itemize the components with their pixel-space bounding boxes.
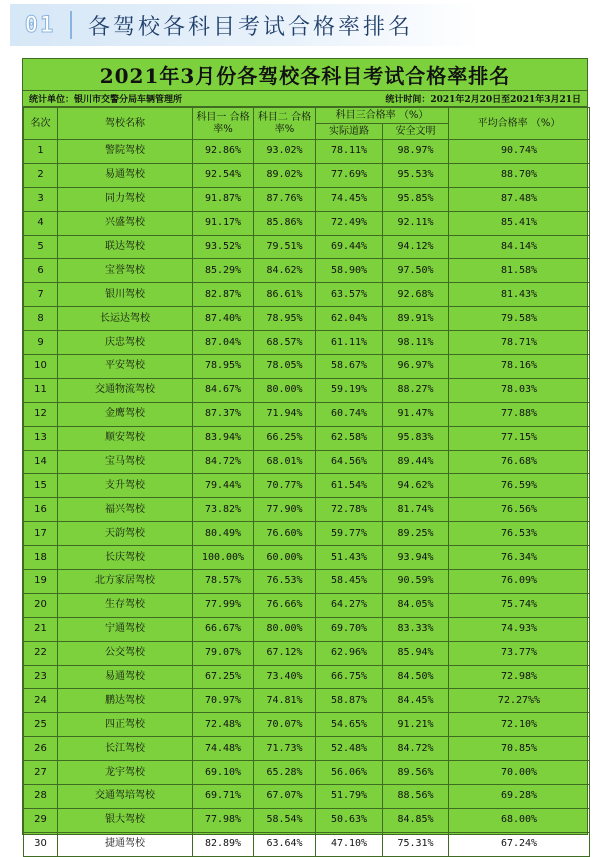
average-rate-cell: 76.56% [449,498,590,522]
average-rate-cell: 72.98% [449,665,590,689]
safety-test-rate-cell: 95.83% [383,426,449,450]
subject2-rate-cell: 73.40% [254,665,316,689]
table-row [24,522,590,546]
subject1-rate-cell: 80.49% [193,522,254,546]
average-rate-cell: 77.15% [449,426,590,450]
table-row [24,474,590,498]
safety-test-rate-cell: 84.05% [383,593,449,617]
safety-test-rate-cell: 92.68% [383,283,449,307]
subject2-rate-cell: 68.01% [254,450,316,474]
statistics-period: 统计时间：2021年2月20日至2021年3月21日 [385,95,581,105]
school-name-cell: 联达驾校 [58,235,193,259]
subject2-rate-cell: 71.73% [254,737,316,761]
safety-test-rate-cell: 88.56% [383,785,449,809]
school-name-cell: 交通驾培驾校 [58,785,193,809]
average-rate-cell: 79.58% [449,307,590,331]
average-rate-cell: 78.16% [449,355,590,379]
school-name-cell: 长庆驾校 [58,546,193,570]
school-name-cell: 宁通驾校 [58,617,193,641]
table-row [24,593,590,617]
rank-cell: 29 [24,808,58,832]
subject1-rate-cell: 84.72% [193,450,254,474]
safety-test-rate-cell: 84.72% [383,737,449,761]
road-test-rate-cell: 52.48% [316,737,383,761]
subject1-rate-cell: 92.54% [193,163,254,187]
road-test-rate-cell: 50.63% [316,808,383,832]
table-row [24,402,590,426]
subject1-rate-cell: 78.57% [193,570,254,594]
rank-cell: 4 [24,211,58,235]
subject2-rate-cell: 85.86% [254,211,316,235]
rank-cell: 8 [24,307,58,331]
school-name-cell: 银川驾校 [58,283,193,307]
road-test-rate-cell: 59.19% [316,378,383,402]
school-name-cell: 四正驾校 [58,713,193,737]
average-rate-cell: 76.09% [449,570,590,594]
safety-test-rate-cell: 93.94% [383,546,449,570]
road-test-rate-cell: 64.27% [316,593,383,617]
subject2-rate-cell: 76.60% [254,522,316,546]
table-row [24,785,590,809]
safety-test-rate-cell: 97.50% [383,259,449,283]
school-name-cell: 警院驾校 [58,140,193,164]
table-row [24,617,590,641]
school-name-cell: 鹏达驾校 [58,689,193,713]
school-name-cell: 庆忠驾校 [58,331,193,355]
subject1-rate-cell: 77.98% [193,808,254,832]
header-rank: 名次 [24,108,58,140]
school-name-cell: 同力驾校 [58,187,193,211]
average-rate-cell: 68.00% [449,808,590,832]
table-row [24,546,590,570]
safety-test-rate-cell: 91.47% [383,402,449,426]
subject1-rate-cell: 91.17% [193,211,254,235]
subject2-rate-cell: 78.05% [254,355,316,379]
road-test-rate-cell: 78.11% [316,140,383,164]
rank-cell: 15 [24,474,58,498]
table-row [24,498,590,522]
safety-test-rate-cell: 84.50% [383,665,449,689]
safety-test-rate-cell: 94.62% [383,474,449,498]
road-test-rate-cell: 66.75% [316,665,383,689]
safety-test-rate-cell: 96.97% [383,355,449,379]
road-test-rate-cell: 63.57% [316,283,383,307]
road-test-rate-cell: 62.04% [316,307,383,331]
average-rate-cell: 76.68% [449,450,590,474]
table-row [24,235,590,259]
average-rate-cell: 70.85% [449,737,590,761]
rank-cell: 21 [24,617,58,641]
average-rate-cell: 69.28% [449,785,590,809]
subject2-rate-cell: 79.51% [254,235,316,259]
road-test-rate-cell: 58.90% [316,259,383,283]
header-subject1: 科目一 合格率% [193,108,254,140]
road-test-rate-cell: 69.70% [316,617,383,641]
rank-cell: 24 [24,689,58,713]
safety-test-rate-cell: 89.91% [383,307,449,331]
average-rate-cell: 76.34% [449,546,590,570]
school-name-cell: 宝马驾校 [58,450,193,474]
safety-test-rate-cell: 85.94% [383,641,449,665]
section-divider [70,11,72,39]
table-row [24,307,590,331]
subject2-rate-cell: 80.00% [254,378,316,402]
school-name-cell: 顺安驾校 [58,426,193,450]
school-name-cell: 平安驾校 [58,355,193,379]
subject1-rate-cell: 79.44% [193,474,254,498]
subject1-rate-cell: 72.48% [193,713,254,737]
table-row [24,378,590,402]
average-rate-cell: 78.71% [449,331,590,355]
road-test-rate-cell: 58.67% [316,355,383,379]
subject2-rate-cell: 67.07% [254,785,316,809]
road-test-rate-cell: 60.74% [316,402,383,426]
rank-cell: 26 [24,737,58,761]
road-test-rate-cell: 72.78% [316,498,383,522]
subject2-rate-cell: 70.07% [254,713,316,737]
subject2-rate-cell: 87.76% [254,187,316,211]
school-name-cell: 兴盛驾校 [58,211,193,235]
rank-cell: 16 [24,498,58,522]
header-average: 平均合格率 （%） [449,108,590,140]
ranking-sheet [22,58,588,850]
header-safety: 安全文明 [383,124,449,140]
school-name-cell: 捷通驾校 [58,832,193,856]
subject1-rate-cell: 70.97% [193,689,254,713]
road-test-rate-cell: 51.43% [316,546,383,570]
rank-cell: 11 [24,378,58,402]
subject1-rate-cell: 87.40% [193,307,254,331]
subject1-rate-cell: 66.67% [193,617,254,641]
subject1-rate-cell: 87.04% [193,331,254,355]
rank-cell: 18 [24,546,58,570]
school-name-cell: 龙宇驾校 [58,761,193,785]
table-row [24,570,590,594]
safety-test-rate-cell: 89.44% [383,450,449,474]
subject2-rate-cell: 65.28% [254,761,316,785]
subject2-rate-cell: 80.00% [254,617,316,641]
safety-test-rate-cell: 92.11% [383,211,449,235]
rank-cell: 30 [24,832,58,856]
subject1-rate-cell: 93.52% [193,235,254,259]
average-rate-cell: 88.70% [449,163,590,187]
subject1-rate-cell: 82.87% [193,283,254,307]
school-name-cell: 支升驾校 [58,474,193,498]
school-name-cell: 银大驾校 [58,808,193,832]
subject2-rate-cell: 76.53% [254,570,316,594]
table-row [24,665,590,689]
table-row [24,331,590,355]
subject1-rate-cell: 69.71% [193,785,254,809]
rank-cell: 22 [24,641,58,665]
subject1-rate-cell: 74.48% [193,737,254,761]
rank-cell: 1 [24,140,58,164]
road-test-rate-cell: 59.77% [316,522,383,546]
subject1-rate-cell: 83.94% [193,426,254,450]
road-test-rate-cell: 61.11% [316,331,383,355]
subject2-rate-cell: 77.90% [254,498,316,522]
rank-cell: 13 [24,426,58,450]
road-test-rate-cell: 61.54% [316,474,383,498]
statistics-unit: 统计单位：银川市交警分局车辆管理所 [29,95,183,105]
subject2-rate-cell: 84.62% [254,259,316,283]
subject1-rate-cell: 78.95% [193,355,254,379]
school-name-cell: 易通驾校 [58,163,193,187]
road-test-rate-cell: 69.44% [316,235,383,259]
safety-test-rate-cell: 95.85% [383,187,449,211]
school-name-cell: 天韵驾校 [58,522,193,546]
safety-test-rate-cell: 98.97% [383,140,449,164]
table-row [24,140,590,164]
average-rate-cell: 70.00% [449,761,590,785]
header-subject2: 科目二 合格率% [254,108,316,140]
average-rate-cell: 74.93% [449,617,590,641]
safety-test-rate-cell: 95.53% [383,163,449,187]
table-row [24,808,590,832]
average-rate-cell: 90.74% [449,140,590,164]
rank-cell: 10 [24,355,58,379]
subject2-rate-cell: 89.02% [254,163,316,187]
subject2-rate-cell: 63.64% [254,832,316,856]
subject1-rate-cell: 79.07% [193,641,254,665]
section-title: 各驾校各科目考试合格率排名 [88,14,414,40]
road-test-rate-cell: 56.06% [316,761,383,785]
school-name-cell: 交通物流驾校 [58,378,193,402]
table-row [24,641,590,665]
table-row [24,426,590,450]
road-test-rate-cell: 74.45% [316,187,383,211]
school-name-cell: 金鹰驾校 [58,402,193,426]
average-rate-cell: 76.53% [449,522,590,546]
rank-cell: 6 [24,259,58,283]
table-row [24,832,590,856]
road-test-rate-cell: 72.49% [316,211,383,235]
subject2-rate-cell: 76.66% [254,593,316,617]
road-test-rate-cell: 54.65% [316,713,383,737]
subject1-rate-cell: 73.82% [193,498,254,522]
rank-cell: 19 [24,570,58,594]
average-rate-cell: 67.24% [449,832,590,856]
average-rate-cell: 81.43% [449,283,590,307]
rank-cell: 27 [24,761,58,785]
safety-test-rate-cell: 90.59% [383,570,449,594]
average-rate-cell: 81.58% [449,259,590,283]
average-rate-cell: 72.27%% [449,689,590,713]
rank-cell: 25 [24,713,58,737]
header-subject3: 科目三合格率 （%） [316,108,449,124]
subject1-rate-cell: 100.00% [193,546,254,570]
safety-test-rate-cell: 81.74% [383,498,449,522]
rank-cell: 3 [24,187,58,211]
safety-test-rate-cell: 94.12% [383,235,449,259]
safety-test-rate-cell: 89.56% [383,761,449,785]
rank-cell: 9 [24,331,58,355]
table-row [24,163,590,187]
average-rate-cell: 73.77% [449,641,590,665]
subject2-rate-cell: 93.02% [254,140,316,164]
road-test-rate-cell: 58.87% [316,689,383,713]
table-row [24,187,590,211]
road-test-rate-cell: 58.45% [316,570,383,594]
road-test-rate-cell: 62.96% [316,641,383,665]
subject1-rate-cell: 82.89% [193,832,254,856]
subject1-rate-cell: 84.67% [193,378,254,402]
subject1-rate-cell: 91.87% [193,187,254,211]
average-rate-cell: 75.74% [449,593,590,617]
subject2-rate-cell: 78.95% [254,307,316,331]
rank-cell: 28 [24,785,58,809]
table-row [24,211,590,235]
sheet-title: 2021年3月份各驾校各科目考试合格率排名 [23,59,587,91]
road-test-rate-cell: 77.69% [316,163,383,187]
table-row [24,761,590,785]
safety-test-rate-cell: 91.21% [383,713,449,737]
rank-cell: 2 [24,163,58,187]
header-school: 驾校名称 [58,108,193,140]
school-name-cell: 北方家居驾校 [58,570,193,594]
subject1-rate-cell: 77.99% [193,593,254,617]
average-rate-cell: 87.48% [449,187,590,211]
subject1-rate-cell: 87.37% [193,402,254,426]
safety-test-rate-cell: 83.33% [383,617,449,641]
safety-test-rate-cell: 88.27% [383,378,449,402]
table-row [24,450,590,474]
section-header [10,4,480,46]
average-rate-cell: 78.03% [449,378,590,402]
safety-test-rate-cell: 98.11% [383,331,449,355]
subject2-rate-cell: 70.77% [254,474,316,498]
table-row [24,689,590,713]
school-name-cell: 易通驾校 [58,665,193,689]
safety-test-rate-cell: 84.45% [383,689,449,713]
header-road: 实际道路 [316,124,383,140]
school-name-cell: 长江驾校 [58,737,193,761]
table-row [24,355,590,379]
school-name-cell: 公交驾校 [58,641,193,665]
subject2-rate-cell: 66.25% [254,426,316,450]
subject2-rate-cell: 67.12% [254,641,316,665]
rank-cell: 14 [24,450,58,474]
safety-test-rate-cell: 75.31% [383,832,449,856]
rank-cell: 20 [24,593,58,617]
section-number: 01 [24,12,56,38]
table-row [24,259,590,283]
safety-test-rate-cell: 84.85% [383,808,449,832]
school-name-cell: 生存驾校 [58,593,193,617]
average-rate-cell: 85.41% [449,211,590,235]
average-rate-cell: 72.10% [449,713,590,737]
average-rate-cell: 84.14% [449,235,590,259]
school-name-cell: 宝誉驾校 [58,259,193,283]
subject2-rate-cell: 68.57% [254,331,316,355]
subject2-rate-cell: 60.00% [254,546,316,570]
rank-cell: 5 [24,235,58,259]
school-name-cell: 长运达驾校 [58,307,193,331]
road-test-rate-cell: 51.79% [316,785,383,809]
subject2-rate-cell: 58.54% [254,808,316,832]
subject1-rate-cell: 85.29% [193,259,254,283]
subject2-rate-cell: 71.94% [254,402,316,426]
sheet-meta [23,91,587,107]
road-test-rate-cell: 64.56% [316,450,383,474]
average-rate-cell: 76.59% [449,474,590,498]
road-test-rate-cell: 62.58% [316,426,383,450]
rank-cell: 23 [24,665,58,689]
average-rate-cell: 77.88% [449,402,590,426]
subject2-rate-cell: 74.81% [254,689,316,713]
table-row [24,737,590,761]
subject1-rate-cell: 67.25% [193,665,254,689]
table-row [24,283,590,307]
safety-test-rate-cell: 89.25% [383,522,449,546]
subject2-rate-cell: 86.61% [254,283,316,307]
road-test-rate-cell: 47.10% [316,832,383,856]
subject1-rate-cell: 69.10% [193,761,254,785]
ranking-table [23,107,590,857]
rank-cell: 17 [24,522,58,546]
rank-cell: 7 [24,283,58,307]
subject1-rate-cell: 92.86% [193,140,254,164]
table-row [24,713,590,737]
school-name-cell: 福兴驾校 [58,498,193,522]
rank-cell: 12 [24,402,58,426]
